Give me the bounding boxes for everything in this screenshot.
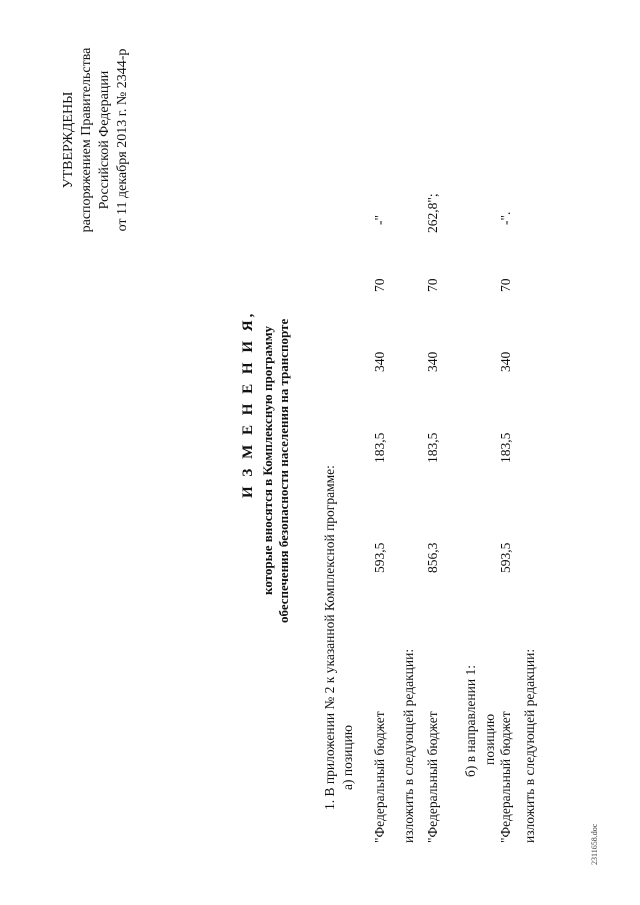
approval-block [60,10,132,270]
table-cell: 340 [498,351,513,372]
table-cell: -" [372,214,387,225]
document-title: И З М Е Н Е Н И Я, [240,310,256,498]
replace-text: изложить в следующей редакции: [522,648,537,843]
position-text: позицию [482,713,497,765]
table-cell: 70 [425,278,440,292]
file-code: 2311658.doc [590,823,599,865]
table-cell: 340 [425,351,440,372]
table-row-label: "Федеральный бюджет [425,711,440,843]
approval-title: УТВЕРЖДЕНЫ [61,91,76,189]
table-row-label: "Федеральный бюджет [372,711,387,843]
table-cell: 593,5 [372,542,387,573]
table-cell: 70 [372,278,387,292]
table-cell: -". [498,211,513,225]
table-cell: 856,3 [425,542,440,573]
table-cell: 340 [372,351,387,372]
table-row-label: "Федеральный бюджет [498,711,513,843]
approval-date: от 11 декабря 2013 г. № 2344-р [115,48,130,232]
point-1-text: 1. В приложении № 2 к указанной Комплексной программе: [322,465,337,810]
table-cell: 183,5 [498,432,513,463]
table-cell: 183,5 [372,432,387,463]
replace-text: изложить в следующей редакции: [401,648,416,843]
table-cell: 593,5 [498,542,513,573]
table-cell: 262,8"; [425,193,440,233]
document-subtitle: обеспечения безопасности населения на транспорте [276,318,291,623]
approval-line: распоряжением Правительства [79,47,94,233]
subpoint-b: б) в направлении 1: [463,665,478,777]
approval-line: Российской Федерации [97,70,112,210]
document-subtitle: которые вносятся в Комплексную программу [260,325,275,595]
table-cell: 70 [498,278,513,292]
subpoint-a: а) позицию [340,725,355,790]
table-cell: 183,5 [425,432,440,463]
